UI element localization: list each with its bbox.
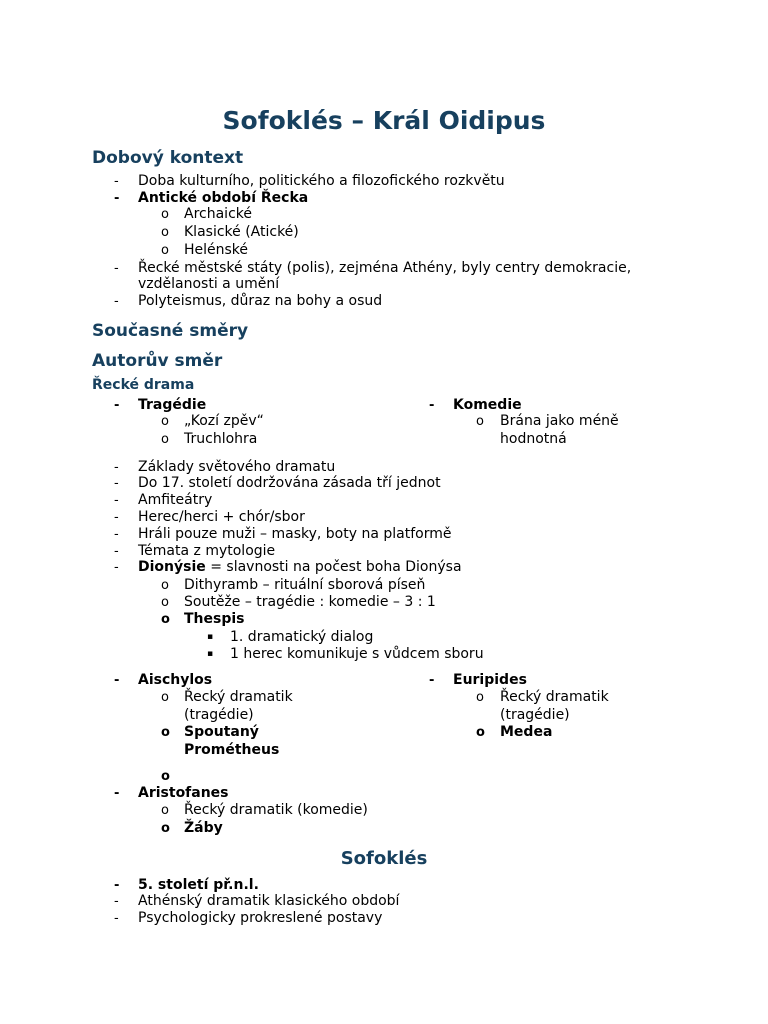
heading-autoruv-smer: Autorův směr <box>92 351 223 371</box>
list-item: 5. století př.n.l. <box>138 877 259 893</box>
dash-marker: - <box>114 493 119 508</box>
sub-list-item: Truchlohra <box>184 431 258 447</box>
sub-list-item: „Kozí zpěv“ <box>184 413 264 429</box>
list-item: Doba kulturního, politického a filozofického rozkvětu <box>138 173 505 189</box>
list-item: Amfiteátry <box>138 492 213 508</box>
circle-marker: o <box>161 690 169 705</box>
subheading-recke-drama: Řecké drama <box>92 377 195 393</box>
circle-marker: o <box>161 821 170 836</box>
list-item: Antické období Řecka <box>138 190 309 206</box>
sub-list-item-line: Prométheus <box>184 742 280 758</box>
circle-marker: o <box>161 207 169 222</box>
dash-marker: - <box>114 544 119 559</box>
circle-marker: o <box>161 725 170 740</box>
dash-marker: - <box>114 786 120 801</box>
circle-marker: o <box>161 595 169 610</box>
sub-list-item-line: Brána jako méně <box>500 413 619 429</box>
dash-marker: - <box>114 294 119 309</box>
list-item: Herec/herci + chór/sbor <box>138 509 305 525</box>
sub-list-item: Medea <box>500 724 553 740</box>
circle-marker: o <box>476 414 484 429</box>
square-marker: ▪ <box>207 632 214 642</box>
circle-marker: o <box>161 769 170 784</box>
heading-sofokles: Sofoklés <box>340 848 428 869</box>
list-item: Témata z mytologie <box>138 543 276 559</box>
list-item: Aischylos <box>138 672 213 688</box>
sub-list-item-line: Spoutaný <box>184 724 259 740</box>
dash-marker: - <box>114 510 119 525</box>
list-item-line: vzdělanosti a umění <box>138 276 280 292</box>
dash-marker: - <box>114 878 120 893</box>
list-item: Athénský dramatik klasického období <box>138 893 400 909</box>
dash-marker: - <box>114 894 119 909</box>
sub-list-item-line: (tragédie) <box>184 707 254 723</box>
dash-marker: - <box>114 527 119 542</box>
sub-list-item: Soutěže – tragédie : komedie – 3 : 1 <box>184 594 436 610</box>
sub-list-item-line: Řecký dramatik <box>184 689 293 705</box>
circle-marker: o <box>161 432 169 447</box>
heading-soucasne-smery: Současné směry <box>92 321 249 341</box>
sub-sub-list-item: 1 herec komunikuje s vůdcem sboru <box>230 646 484 662</box>
sub-list-item: Helénské <box>184 242 249 258</box>
dionysie-term: Dionýsie <box>138 559 206 575</box>
list-item: Do 17. století dodržována zásada tří jednot <box>138 475 441 491</box>
dash-marker: - <box>114 174 119 189</box>
circle-marker: o <box>161 225 169 240</box>
sub-list-item: Dithyramb – rituální sborová píseň <box>184 577 426 593</box>
dash-marker: - <box>114 398 120 413</box>
sub-list-item-line: hodnotná <box>500 431 567 447</box>
dash-marker: - <box>114 560 119 575</box>
sub-list-item: Archaické <box>184 206 252 222</box>
dash-marker: - <box>429 673 435 688</box>
circle-marker: o <box>161 803 169 818</box>
circle-marker: o <box>161 578 169 593</box>
sub-list-item: Řecký dramatik (komedie) <box>184 802 368 818</box>
sub-list-item-line: Řecký dramatik <box>500 689 609 705</box>
sub-list-item: Thespis <box>184 611 245 627</box>
list-item: Euripides <box>453 672 527 688</box>
circle-marker: o <box>161 612 170 627</box>
list-item: Psychologicky prokreslené postavy <box>138 910 383 926</box>
heading-dobovy-kontext: Dobový kontext <box>92 148 244 168</box>
sub-list-item: Klasické (Atické) <box>184 224 299 240</box>
dash-marker: - <box>114 476 119 491</box>
dash-marker: - <box>114 673 120 688</box>
list-item-line: Řecké městské státy (polis), zejména Athény, byly centry demokracie, <box>138 260 632 276</box>
dash-marker: - <box>114 460 119 475</box>
document-title: Sofoklés – Král Oidipus <box>222 106 546 135</box>
dionysie-definition: = slavnosti na počest boha Dionýsa <box>205 559 462 575</box>
circle-marker: o <box>161 243 169 258</box>
list-item: Hráli pouze muži – masky, boty na platformě <box>138 526 452 542</box>
dash-marker: - <box>114 261 119 276</box>
list-item: Tragédie <box>138 397 207 413</box>
circle-marker: o <box>161 414 169 429</box>
dash-marker: - <box>114 911 119 926</box>
list-item: Základy světového dramatu <box>138 459 336 475</box>
sub-list-item-line: (tragédie) <box>500 707 570 723</box>
list-item: Komedie <box>453 397 522 413</box>
square-marker: ▪ <box>207 649 214 659</box>
circle-marker: o <box>476 725 485 740</box>
sub-list-item: Žáby <box>184 820 223 836</box>
dash-marker: - <box>429 398 435 413</box>
list-item: Aristofanes <box>138 785 229 801</box>
list-item: Polyteismus, důraz na bohy a osud <box>138 293 383 309</box>
dash-marker: - <box>114 191 120 206</box>
sub-sub-list-item: 1. dramatický dialog <box>230 629 374 645</box>
circle-marker: o <box>476 690 484 705</box>
list-item-dionysie <box>138 559 462 576</box>
